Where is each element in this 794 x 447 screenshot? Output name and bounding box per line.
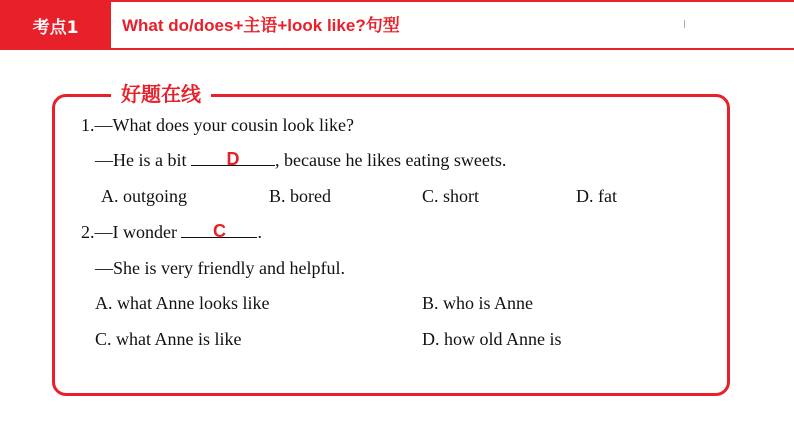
q1-option-a: A. outgoing (101, 186, 188, 206)
question-card (52, 94, 730, 396)
q1-option-c: C. short (422, 186, 480, 206)
header-tick (684, 20, 685, 28)
q1-option-b: B. bored (269, 186, 331, 206)
q2-line2: —She is very friendly and helpful. (95, 258, 345, 278)
q2-option-b: B. who is Anne (422, 293, 534, 313)
q2-option-a: A. what Anne looks like (95, 293, 270, 313)
q1-option-d: D. fat (576, 186, 617, 206)
card-legend: 好题在线 (111, 80, 211, 108)
header-bottom-rule (111, 48, 794, 50)
header-top-rule (111, 0, 794, 2)
q2-stem (81, 222, 262, 243)
q1-answer: D (226, 149, 240, 169)
q1-line2-after: , because he likes eating sweets. (275, 150, 507, 170)
q1-line2-before: —He is a bit (95, 150, 191, 170)
q2-option-d: D. how old Anne is (422, 329, 562, 349)
q2-blank (181, 221, 257, 241)
q2-stem-after: . (257, 222, 262, 242)
q1-stem: 1.—What does your cousin look like? (81, 115, 354, 135)
q2-answer: C (212, 221, 226, 241)
q2-option-c: C. what Anne is like (95, 329, 242, 349)
section-tag: 考点1 (0, 0, 111, 50)
q1-line2 (95, 150, 506, 171)
q1-blank (191, 149, 275, 169)
section-title: What do/does+主语+look like?句型 (122, 16, 400, 35)
q2-stem-before: 2.—I wonder (81, 222, 182, 242)
